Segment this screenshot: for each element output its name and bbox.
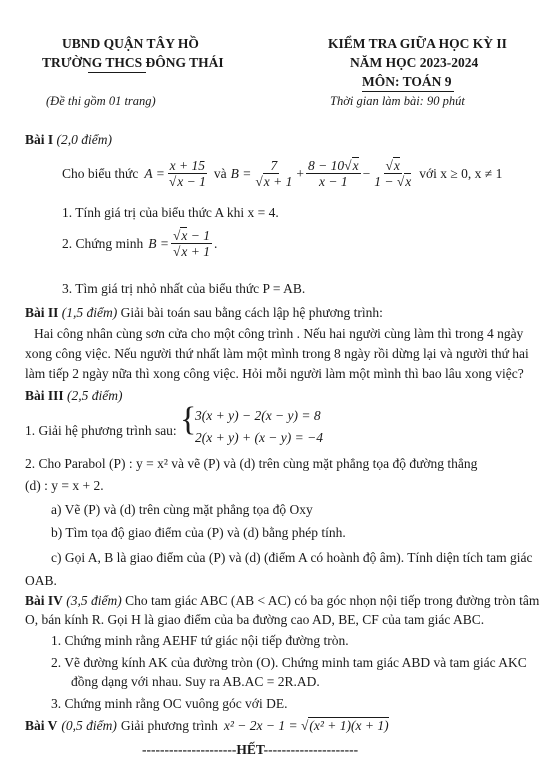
expr-a-fraction: $\frac{x + 15}{√x - 1}$ [168, 158, 206, 189]
bai3-q1: 1. Giải hệ phương trình sau: [25, 423, 177, 438]
time-note: Thời gian làm bài: 90 phút [330, 94, 465, 108]
school-district: UBND QUẬN TÂY HỒ [62, 36, 199, 51]
bai4-q2-line2: đồng dạng với nhau. Suy ra AB.AC = 2R.AD. [71, 674, 320, 689]
bai3-qc-line2: OAB. [25, 573, 57, 588]
school-year: NĂM HỌC 2023-2024 [350, 55, 479, 70]
bai5-equation: x² − 2x − 1 = √(x² + 1)(x + 1) [223, 718, 389, 733]
bai1-heading: Bài I (2,0 điểm) [25, 132, 112, 147]
bai1-q1: 1. Tính giá trị của biểu thức A khi x = 4. [62, 205, 279, 220]
bai2-heading: Bài II (1,5 điểm) Giải bài toán sau bằng cách lập hệ phương trình: [25, 305, 383, 320]
bai4-q2-line1: 2. Vẽ đường kính AK của đường tròn (O). Chứng minh tam giác ABD và tam giác AKC [51, 655, 527, 670]
page-count-note: (Đề thi gồm 01 trang) [46, 94, 156, 108]
bai4-q1: 1. Chứng minh rằng AEHF tứ giác nội tiếp đường tròn. [51, 633, 349, 648]
bai3-qc-line1: c) Gọi A, B là giao điểm của (P) và (d) (điểm A có hoành độ âm). Tính diện tích tam giác [51, 550, 533, 565]
bai3-qa: a) Vẽ (P) và (d) trên cùng mặt phẳng tọa độ Oxy [51, 502, 313, 517]
bai4-heading: Bài IV (3,5 điểm) Cho tam giác ABC (AB < AC) có ba góc nhọn nội tiếp trong đường tròn tâm [25, 593, 540, 608]
expr-b-term2: $\frac{8 - 10√x}{x - 1}$ [308, 158, 359, 189]
bai5-row: Bài V (0,5 điểm) Giải phương trình x² − 2x − 1 = √(x² + 1)(x + 1) [25, 718, 389, 733]
system-brace: { [180, 401, 197, 438]
bai1-intro: Cho biểu thức [62, 165, 139, 181]
bai3-q2-line2: (d) : y = x + 2. [25, 478, 104, 493]
q2-fraction: $\frac{√x - 1}{√x + 1}$ [172, 228, 210, 259]
bai1-condition: với x ≥ 0, x ≠ 1 [419, 165, 503, 181]
subject-underline [362, 91, 454, 92]
bai1-expression-row: Cho biểu thức A = $\frac{x + 15}{√x - 1}$ và B = $\frac{7}{√x + 1}$ + $\frac{8 - 10√x}{x - 1}$ − $\frac{√x}{1 - √x}$ với x ≥ 0, x ≠ 1 [62, 158, 503, 189]
bai2-line2: xong công việc. Nếu người thứ nhất làm một mình trong 8 ngày rồi dừng lại và người thứ hai [25, 346, 529, 361]
expr-b-term3: $\frac{√x}{1 - √x}$ [374, 158, 412, 189]
school-name: TRƯỜNG THCS ĐÔNG THÁI [42, 55, 224, 70]
subject: MÔN: TOÁN 9 [362, 74, 452, 89]
exam-title: KIỂM TRA GIỮA HỌC KỲ II [328, 36, 507, 51]
bai4-line2: O, bán kính R. Gọi H là giao điểm của ba đường cao AD, BE, CF của tam giác ABC. [25, 612, 485, 627]
bai4-q3: 3. Chứng minh rằng OC vuông góc với DE. [51, 696, 288, 711]
school-name-underline [88, 72, 146, 73]
end-marker: ---------------------HẾT--------------------- [142, 742, 359, 757]
expr-b-term1: $\frac{7}{√x + 1}$ [255, 158, 293, 189]
system-eq1: 3(x + y) − 2(x − y) = 8 [195, 408, 321, 423]
system-eq2: 2(x + y) + (x − y) = −4 [195, 430, 323, 445]
bai3-qb: b) Tìm tọa độ giao điểm của (P) và (d) bằng phép tính. [51, 525, 346, 540]
bai3-q2-line1: 2. Cho Parabol (P) : y = x² và vẽ (P) và (d) trên cùng mặt phẳng tọa độ đường thẳng [25, 456, 478, 471]
bai2-line3: làm tiếp 2 ngày nữa thì xong công việc. Hỏi mỗi người làm một mình thì bao lâu xong việc? [25, 366, 524, 381]
bai2-line1: Hai công nhân cùng sơn cửa cho một công trình . Nếu hai người cùng làm thì trong 4 ngày [34, 326, 524, 341]
bai1-q2-row: 2. Chứng minh B = $\frac{√x - 1}{√x + 1}$ . [62, 228, 218, 259]
bai3-heading: Bài III (2,5 điểm) [25, 388, 123, 403]
bai1-q3: 3. Tìm giá trị nhỏ nhất của biểu thức P = AB. [62, 281, 306, 296]
